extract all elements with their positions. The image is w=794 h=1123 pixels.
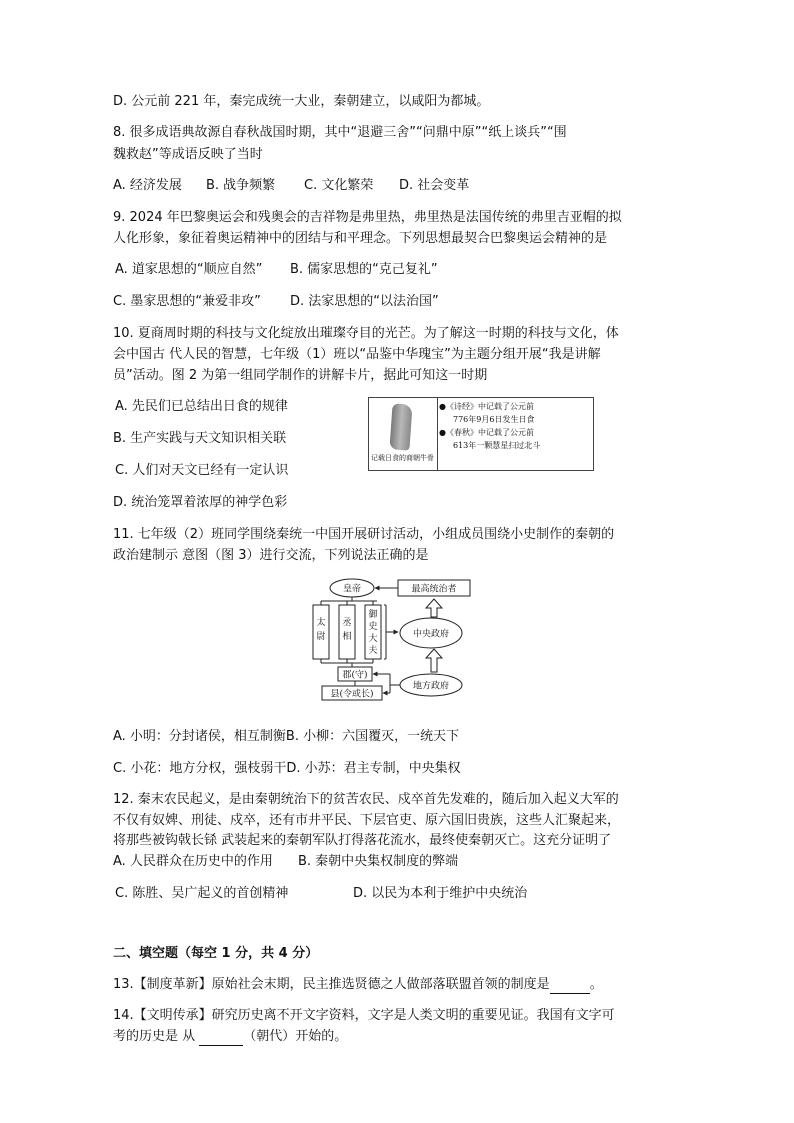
q8-stem-line1: 8. 很多成语典故源自春秋战国时期，其中“退避三舍”“问鼎中原”“纸上谈兵”“围 — [113, 125, 567, 140]
q14-stem-line1: 14.【文明传承】研究历史离不开文字资料，文字是人类文明的重要见证。我国有文字可 — [113, 1008, 615, 1023]
q9-option-a: A. 道家思想的“顺应自然” — [115, 262, 263, 277]
jun-label: 郡(守) — [342, 670, 368, 681]
q8-option-c: C. 文化繁荣 — [304, 178, 374, 193]
oracle-bone-image — [389, 403, 412, 450]
q9-option-c: C. 墨家思想的“兼爱非攻” — [113, 294, 261, 309]
taiwei-char-1: 太 — [316, 618, 326, 628]
figure-2-line3: ●《春秋》中记载了公元前 — [439, 428, 534, 437]
q14-line2 — [113, 1027, 347, 1046]
q12-option-d: D. 以民为本利于维护中央统治 — [353, 886, 528, 901]
q8-options — [113, 176, 469, 195]
q10-stem-line2: 会中国古 代人民的智慧，七年级（1）班以“品鉴中华瑰宝”为主题分组开展“我是讲解 — [113, 347, 601, 362]
yushi-char-2: 史 — [368, 622, 378, 632]
q11-stem-line1: 11. 七年级（2）班同学围绕秦统一中国开展研讨活动，小组成员围绕小史制作的秦朝的 — [113, 527, 615, 542]
q9-stem-line1: 9. 2024 年巴黎奥运会和残奥会的吉祥物是弗里热，弗里热是法国传统的弗里吉亚帽的拟 — [113, 210, 622, 225]
q9-option-d: D. 法家思想的“以法治国” — [290, 294, 439, 309]
taiwei-char-2: 尉 — [316, 632, 326, 642]
q12-options-ab — [113, 852, 458, 871]
figure-3-diagram — [300, 575, 500, 703]
q10-stem-line1: 10. 夏商周时期的科技与文化绽放出璀璨夺目的光芒。为了解这一时期的科技与文化，体 — [113, 326, 619, 341]
hollow-arrow-up — [426, 599, 442, 617]
q14-line2-end: （朝代）开始的。 — [243, 1029, 348, 1044]
q12-stem-line1: 12. 秦末农民起义，是由秦朝统治下的贫苦农民、戍卒首先发难的，随后加入起义大军的 — [113, 792, 619, 807]
figure-2-card — [368, 397, 594, 471]
q8-option-a: A. 经济发展 — [113, 178, 182, 193]
q12-stem-line2: 不仅有奴婢、刑徒、戍卒，还有市井平民、下层官吏、原六国旧贵族，这些人汇聚起来， — [113, 813, 621, 828]
q9-stem-line2: 人化形象，象征着奥运精神中的团结与和平理念。下列思想最契合巴黎奥运会精神的是 — [113, 231, 608, 246]
q14-line2-start: 考的历史是 从 — [113, 1029, 200, 1044]
q10-option-c: C. 人们对天文已经有一定认识 — [115, 463, 289, 478]
emperor-label: 皇帝 — [342, 584, 362, 595]
hollow-arrow-up-2 — [426, 649, 442, 672]
chengxiang-char-1: 丞 — [342, 618, 352, 628]
q10-option-a: A. 先民们已总结出日食的规律 — [115, 399, 288, 414]
q12-option-c: C. 陈胜、吴广起义的首创精神 — [115, 886, 289, 901]
q13-end: 。 — [589, 977, 603, 992]
q8-option-d: D. 社会变革 — [399, 178, 470, 193]
section-2-title: 二、填空题（每空 1 分，共 4 分） — [113, 946, 319, 961]
chengxiang-char-2: 相 — [342, 632, 352, 642]
figure-2-line1: ●《诗经》中记载了公元前 — [439, 402, 534, 411]
q11-options-ab: A. 小明：分封诸侯，相互制衡B. 小柳：六国覆灭，一统天下 — [113, 729, 460, 744]
q12-stem-line3: 将那些被钩戟长铩 武装起来的秦朝军队打得落花流水，最终使秦朝灭亡。这充分证明了 — [113, 833, 612, 848]
yushi-char-4: 夫 — [368, 646, 378, 656]
yushi-char-1: 御 — [368, 610, 378, 620]
q13 — [113, 975, 603, 994]
yushi-char-3: 大 — [368, 634, 378, 644]
q9-options-cd — [113, 292, 439, 311]
q12-options-cd — [115, 884, 527, 903]
q10-stem-line3: 员”活动。图 2 为第一组同学制作的讲解卡片，据此可知这一时期 — [113, 368, 488, 383]
q7-option-d: D. 公元前 221 年，秦完成统一大业，秦朝建立，以咸阳为都城。 — [113, 94, 490, 109]
q11-options-cd: C. 小花：地方分权，强枝弱干D. 小苏：君主专制，中央集权 — [113, 761, 461, 776]
figure-2-caption: 记载日食的商朝牛骨 — [371, 454, 434, 462]
figure-2-text — [439, 400, 593, 452]
q12-option-b: B. 秦朝中央集权制度的弊端 — [298, 854, 459, 869]
central-government-label: 中央政府 — [412, 629, 450, 640]
q10-option-b: B. 生产实践与天文知识相关联 — [113, 431, 287, 446]
q9-options-ab — [115, 260, 438, 279]
figure-2-line2: 776年9月6日发生日食 — [453, 415, 535, 424]
figure-2-image-panel — [369, 398, 438, 470]
figure-2-line4: 613年一颗慧星扫过北斗 — [453, 441, 541, 450]
q14-blank[interactable] — [199, 1031, 243, 1046]
q10-option-d: D. 统治笼罩着浓厚的神学色彩 — [113, 495, 288, 510]
q13-blank[interactable] — [550, 979, 590, 994]
q13-text: 13.【制度革新】原始社会末期，民主推选贤德之人做部落联盟首领的制度是 — [113, 977, 550, 992]
q8-stem-line2: 魏救赵”等成语反映了当时 — [113, 147, 263, 162]
q12-option-a: A. 人民群众在历史中的作用 — [113, 854, 273, 869]
q8-option-b: B. 战争频繁 — [206, 178, 276, 193]
xian-label: 县(令或长) — [330, 689, 374, 700]
q11-stem-line2: 政治建制示 意图（图 3）进行交流，下列说法正确的是 — [113, 548, 429, 563]
q9-option-b: B. 儒家思想的“克己复礼” — [290, 262, 438, 277]
supreme-ruler-label: 最高统治者 — [411, 584, 457, 595]
local-government-label: 地方政府 — [412, 681, 450, 692]
